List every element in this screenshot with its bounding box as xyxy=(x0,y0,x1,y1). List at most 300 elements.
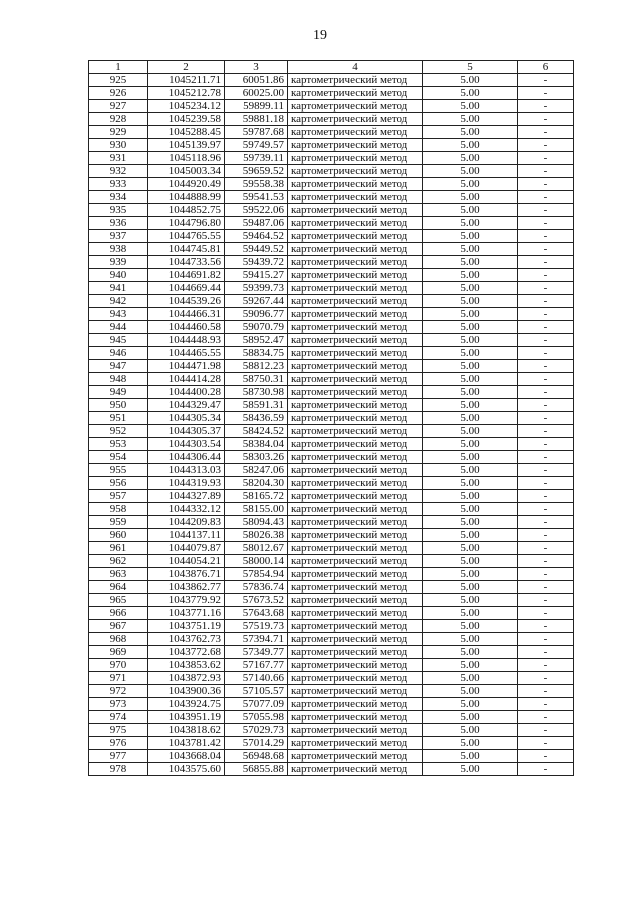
note-cell: - xyxy=(518,698,574,711)
point-number-cell: 944 xyxy=(89,321,148,334)
y-coordinate-cell: 59070.79 xyxy=(225,321,288,334)
accuracy-cell: 5.00 xyxy=(423,529,518,542)
note-cell: - xyxy=(518,373,574,386)
y-coordinate-cell: 58026.38 xyxy=(225,529,288,542)
table-row xyxy=(89,750,574,763)
coordinates-table xyxy=(88,60,574,776)
method-cell: картометрический метод xyxy=(288,581,423,594)
y-coordinate-cell: 59749.57 xyxy=(225,139,288,152)
accuracy-cell: 5.00 xyxy=(423,399,518,412)
note-cell: - xyxy=(518,282,574,295)
point-number-cell: 925 xyxy=(89,74,148,87)
note-cell: - xyxy=(518,607,574,620)
table-row xyxy=(89,87,574,100)
method-cell: картометрический метод xyxy=(288,282,423,295)
y-coordinate-cell: 58424.52 xyxy=(225,425,288,438)
y-coordinate-cell: 57673.52 xyxy=(225,594,288,607)
table-row xyxy=(89,529,574,542)
table-row xyxy=(89,685,574,698)
point-number-cell: 929 xyxy=(89,126,148,139)
note-cell: - xyxy=(518,555,574,568)
x-coordinate-cell: 1043924.75 xyxy=(148,698,225,711)
method-cell: картометрический метод xyxy=(288,256,423,269)
point-number-cell: 933 xyxy=(89,178,148,191)
point-number-cell: 936 xyxy=(89,217,148,230)
column-header-4: 4 xyxy=(288,61,423,74)
point-number-cell: 949 xyxy=(89,386,148,399)
accuracy-cell: 5.00 xyxy=(423,646,518,659)
table-row xyxy=(89,113,574,126)
note-cell: - xyxy=(518,139,574,152)
y-coordinate-cell: 57854.94 xyxy=(225,568,288,581)
method-cell: картометрический метод xyxy=(288,308,423,321)
y-coordinate-cell: 58750.31 xyxy=(225,373,288,386)
table-row xyxy=(89,360,574,373)
accuracy-cell: 5.00 xyxy=(423,477,518,490)
point-number-cell: 977 xyxy=(89,750,148,763)
column-header-2: 2 xyxy=(148,61,225,74)
point-number-cell: 957 xyxy=(89,490,148,503)
x-coordinate-cell: 1044733.56 xyxy=(148,256,225,269)
method-cell: картометрический метод xyxy=(288,100,423,113)
accuracy-cell: 5.00 xyxy=(423,87,518,100)
method-cell: картометрический метод xyxy=(288,217,423,230)
table-row xyxy=(89,594,574,607)
method-cell: картометрический метод xyxy=(288,438,423,451)
note-cell: - xyxy=(518,503,574,516)
note-cell: - xyxy=(518,178,574,191)
note-cell: - xyxy=(518,516,574,529)
method-cell: картометрический метод xyxy=(288,633,423,646)
table-row xyxy=(89,646,574,659)
point-number-cell: 939 xyxy=(89,256,148,269)
note-cell: - xyxy=(518,321,574,334)
method-cell: картометрический метод xyxy=(288,737,423,750)
x-coordinate-cell: 1044332.12 xyxy=(148,503,225,516)
y-coordinate-cell: 58012.67 xyxy=(225,542,288,555)
accuracy-cell: 5.00 xyxy=(423,516,518,529)
method-cell: картометрический метод xyxy=(288,113,423,126)
accuracy-cell: 5.00 xyxy=(423,711,518,724)
point-number-cell: 956 xyxy=(89,477,148,490)
note-cell: - xyxy=(518,464,574,477)
method-cell: картометрический метод xyxy=(288,178,423,191)
table-header-row xyxy=(89,61,574,74)
table-row xyxy=(89,711,574,724)
x-coordinate-cell: 1044669.44 xyxy=(148,282,225,295)
x-coordinate-cell: 1044400.28 xyxy=(148,386,225,399)
point-number-cell: 953 xyxy=(89,438,148,451)
y-coordinate-cell: 58165.72 xyxy=(225,490,288,503)
y-coordinate-cell: 57167.77 xyxy=(225,659,288,672)
note-cell: - xyxy=(518,412,574,425)
y-coordinate-cell: 58204.30 xyxy=(225,477,288,490)
note-cell: - xyxy=(518,659,574,672)
y-coordinate-cell: 58952.47 xyxy=(225,334,288,347)
table-row xyxy=(89,165,574,178)
note-cell: - xyxy=(518,451,574,464)
point-number-cell: 960 xyxy=(89,529,148,542)
table-row xyxy=(89,373,574,386)
y-coordinate-cell: 59487.06 xyxy=(225,217,288,230)
note-cell: - xyxy=(518,256,574,269)
note-cell: - xyxy=(518,581,574,594)
point-number-cell: 975 xyxy=(89,724,148,737)
y-coordinate-cell: 57643.68 xyxy=(225,607,288,620)
x-coordinate-cell: 1044305.34 xyxy=(148,412,225,425)
table-row xyxy=(89,204,574,217)
method-cell: картометрический метод xyxy=(288,386,423,399)
x-coordinate-cell: 1045139.97 xyxy=(148,139,225,152)
point-number-cell: 938 xyxy=(89,243,148,256)
x-coordinate-cell: 1043862.77 xyxy=(148,581,225,594)
table-body xyxy=(89,74,574,776)
note-cell: - xyxy=(518,360,574,373)
method-cell: картометрический метод xyxy=(288,74,423,87)
method-cell: картометрический метод xyxy=(288,646,423,659)
y-coordinate-cell: 57140.66 xyxy=(225,672,288,685)
y-coordinate-cell: 57105.57 xyxy=(225,685,288,698)
accuracy-cell: 5.00 xyxy=(423,581,518,594)
note-cell: - xyxy=(518,113,574,126)
accuracy-cell: 5.00 xyxy=(423,633,518,646)
y-coordinate-cell: 59522.06 xyxy=(225,204,288,217)
table-row xyxy=(89,230,574,243)
y-coordinate-cell: 57836.74 xyxy=(225,581,288,594)
table-row xyxy=(89,568,574,581)
note-cell: - xyxy=(518,191,574,204)
table-row xyxy=(89,74,574,87)
x-coordinate-cell: 1044137.11 xyxy=(148,529,225,542)
note-cell: - xyxy=(518,477,574,490)
x-coordinate-cell: 1044313.03 xyxy=(148,464,225,477)
y-coordinate-cell: 59739.11 xyxy=(225,152,288,165)
accuracy-cell: 5.00 xyxy=(423,126,518,139)
x-coordinate-cell: 1044471.98 xyxy=(148,360,225,373)
note-cell: - xyxy=(518,165,574,178)
table-row xyxy=(89,256,574,269)
y-coordinate-cell: 59267.44 xyxy=(225,295,288,308)
table-row xyxy=(89,321,574,334)
x-coordinate-cell: 1045288.45 xyxy=(148,126,225,139)
accuracy-cell: 5.00 xyxy=(423,100,518,113)
point-number-cell: 932 xyxy=(89,165,148,178)
y-coordinate-cell: 58730.98 xyxy=(225,386,288,399)
x-coordinate-cell: 1044852.75 xyxy=(148,204,225,217)
note-cell: - xyxy=(518,152,574,165)
method-cell: картометрический метод xyxy=(288,412,423,425)
accuracy-cell: 5.00 xyxy=(423,412,518,425)
x-coordinate-cell: 1043751.19 xyxy=(148,620,225,633)
accuracy-cell: 5.00 xyxy=(423,204,518,217)
method-cell: картометрический метод xyxy=(288,139,423,152)
table-row xyxy=(89,126,574,139)
table-row xyxy=(89,100,574,113)
table-row xyxy=(89,464,574,477)
note-cell: - xyxy=(518,295,574,308)
x-coordinate-cell: 1044796.80 xyxy=(148,217,225,230)
table-row xyxy=(89,217,574,230)
accuracy-cell: 5.00 xyxy=(423,308,518,321)
point-number-cell: 958 xyxy=(89,503,148,516)
point-number-cell: 978 xyxy=(89,763,148,776)
method-cell: картометрический метод xyxy=(288,594,423,607)
y-coordinate-cell: 58094.43 xyxy=(225,516,288,529)
point-number-cell: 937 xyxy=(89,230,148,243)
table-row xyxy=(89,477,574,490)
y-coordinate-cell: 56855.88 xyxy=(225,763,288,776)
x-coordinate-cell: 1044327.89 xyxy=(148,490,225,503)
accuracy-cell: 5.00 xyxy=(423,542,518,555)
point-number-cell: 934 xyxy=(89,191,148,204)
accuracy-cell: 5.00 xyxy=(423,191,518,204)
y-coordinate-cell: 60025.00 xyxy=(225,87,288,100)
x-coordinate-cell: 1044329.47 xyxy=(148,399,225,412)
method-cell: картометрический метод xyxy=(288,711,423,724)
table-row xyxy=(89,191,574,204)
note-cell: - xyxy=(518,269,574,282)
accuracy-cell: 5.00 xyxy=(423,464,518,477)
point-number-cell: 942 xyxy=(89,295,148,308)
point-number-cell: 959 xyxy=(89,516,148,529)
x-coordinate-cell: 1044539.26 xyxy=(148,295,225,308)
accuracy-cell: 5.00 xyxy=(423,490,518,503)
table-row xyxy=(89,581,574,594)
point-number-cell: 969 xyxy=(89,646,148,659)
note-cell: - xyxy=(518,204,574,217)
point-number-cell: 962 xyxy=(89,555,148,568)
accuracy-cell: 5.00 xyxy=(423,178,518,191)
y-coordinate-cell: 59558.38 xyxy=(225,178,288,191)
point-number-cell: 964 xyxy=(89,581,148,594)
y-coordinate-cell: 59899.11 xyxy=(225,100,288,113)
point-number-cell: 951 xyxy=(89,412,148,425)
accuracy-cell: 5.00 xyxy=(423,763,518,776)
y-coordinate-cell: 57055.98 xyxy=(225,711,288,724)
x-coordinate-cell: 1043779.92 xyxy=(148,594,225,607)
accuracy-cell: 5.00 xyxy=(423,243,518,256)
y-coordinate-cell: 58812.23 xyxy=(225,360,288,373)
x-coordinate-cell: 1044305.37 xyxy=(148,425,225,438)
note-cell: - xyxy=(518,438,574,451)
note-cell: - xyxy=(518,685,574,698)
method-cell: картометрический метод xyxy=(288,698,423,711)
table-row xyxy=(89,386,574,399)
x-coordinate-cell: 1043818.62 xyxy=(148,724,225,737)
method-cell: картометрический метод xyxy=(288,516,423,529)
x-coordinate-cell: 1043781.42 xyxy=(148,737,225,750)
note-cell: - xyxy=(518,217,574,230)
x-coordinate-cell: 1043876.71 xyxy=(148,568,225,581)
x-coordinate-cell: 1045118.96 xyxy=(148,152,225,165)
x-coordinate-cell: 1043772.68 xyxy=(148,646,225,659)
table-row xyxy=(89,724,574,737)
point-number-cell: 972 xyxy=(89,685,148,698)
y-coordinate-cell: 60051.86 xyxy=(225,74,288,87)
note-cell: - xyxy=(518,126,574,139)
x-coordinate-cell: 1043872.93 xyxy=(148,672,225,685)
accuracy-cell: 5.00 xyxy=(423,750,518,763)
table-row xyxy=(89,516,574,529)
point-number-cell: 968 xyxy=(89,633,148,646)
note-cell: - xyxy=(518,633,574,646)
accuracy-cell: 5.00 xyxy=(423,282,518,295)
accuracy-cell: 5.00 xyxy=(423,451,518,464)
note-cell: - xyxy=(518,74,574,87)
x-coordinate-cell: 1044460.58 xyxy=(148,321,225,334)
y-coordinate-cell: 59415.27 xyxy=(225,269,288,282)
y-coordinate-cell: 56948.68 xyxy=(225,750,288,763)
x-coordinate-cell: 1043668.04 xyxy=(148,750,225,763)
note-cell: - xyxy=(518,594,574,607)
note-cell: - xyxy=(518,243,574,256)
point-number-cell: 966 xyxy=(89,607,148,620)
method-cell: картометрический метод xyxy=(288,204,423,217)
table-row xyxy=(89,737,574,750)
accuracy-cell: 5.00 xyxy=(423,698,518,711)
x-coordinate-cell: 1044745.81 xyxy=(148,243,225,256)
table-row xyxy=(89,347,574,360)
point-number-cell: 954 xyxy=(89,451,148,464)
point-number-cell: 948 xyxy=(89,373,148,386)
table-row xyxy=(89,633,574,646)
point-number-cell: 971 xyxy=(89,672,148,685)
point-number-cell: 928 xyxy=(89,113,148,126)
note-cell: - xyxy=(518,87,574,100)
accuracy-cell: 5.00 xyxy=(423,425,518,438)
accuracy-cell: 5.00 xyxy=(423,217,518,230)
x-coordinate-cell: 1045003.34 xyxy=(148,165,225,178)
column-header-6: 6 xyxy=(518,61,574,74)
method-cell: картометрический метод xyxy=(288,165,423,178)
accuracy-cell: 5.00 xyxy=(423,724,518,737)
column-header-3: 3 xyxy=(225,61,288,74)
x-coordinate-cell: 1044465.55 xyxy=(148,347,225,360)
method-cell: картометрический метод xyxy=(288,607,423,620)
table-row xyxy=(89,139,574,152)
table-row xyxy=(89,243,574,256)
note-cell: - xyxy=(518,386,574,399)
note-cell: - xyxy=(518,672,574,685)
note-cell: - xyxy=(518,568,574,581)
accuracy-cell: 5.00 xyxy=(423,321,518,334)
table-row xyxy=(89,308,574,321)
accuracy-cell: 5.00 xyxy=(423,438,518,451)
x-coordinate-cell: 1044319.93 xyxy=(148,477,225,490)
x-coordinate-cell: 1043900.36 xyxy=(148,685,225,698)
method-cell: картометрический метод xyxy=(288,490,423,503)
point-number-cell: 961 xyxy=(89,542,148,555)
y-coordinate-cell: 57349.77 xyxy=(225,646,288,659)
accuracy-cell: 5.00 xyxy=(423,230,518,243)
note-cell: - xyxy=(518,763,574,776)
note-cell: - xyxy=(518,100,574,113)
note-cell: - xyxy=(518,737,574,750)
point-number-cell: 947 xyxy=(89,360,148,373)
point-number-cell: 976 xyxy=(89,737,148,750)
note-cell: - xyxy=(518,490,574,503)
column-header-1: 1 xyxy=(89,61,148,74)
accuracy-cell: 5.00 xyxy=(423,607,518,620)
method-cell: картометрический метод xyxy=(288,685,423,698)
note-cell: - xyxy=(518,334,574,347)
method-cell: картометрический метод xyxy=(288,763,423,776)
point-number-cell: 946 xyxy=(89,347,148,360)
page-number: 19 xyxy=(313,28,327,43)
method-cell: картометрический метод xyxy=(288,243,423,256)
accuracy-cell: 5.00 xyxy=(423,113,518,126)
table-row xyxy=(89,607,574,620)
point-number-cell: 927 xyxy=(89,100,148,113)
point-number-cell: 967 xyxy=(89,620,148,633)
accuracy-cell: 5.00 xyxy=(423,152,518,165)
method-cell: картометрический метод xyxy=(288,269,423,282)
table-row xyxy=(89,698,574,711)
method-cell: картометрический метод xyxy=(288,620,423,633)
point-number-cell: 940 xyxy=(89,269,148,282)
point-number-cell: 965 xyxy=(89,594,148,607)
y-coordinate-cell: 58000.14 xyxy=(225,555,288,568)
method-cell: картометрический метод xyxy=(288,126,423,139)
method-cell: картометрический метод xyxy=(288,347,423,360)
method-cell: картометрический метод xyxy=(288,555,423,568)
table-row xyxy=(89,295,574,308)
table-row xyxy=(89,659,574,672)
method-cell: картометрический метод xyxy=(288,295,423,308)
y-coordinate-cell: 57519.73 xyxy=(225,620,288,633)
point-number-cell: 952 xyxy=(89,425,148,438)
table-row xyxy=(89,763,574,776)
y-coordinate-cell: 57029.73 xyxy=(225,724,288,737)
accuracy-cell: 5.00 xyxy=(423,256,518,269)
method-cell: картометрический метод xyxy=(288,399,423,412)
method-cell: картометрический метод xyxy=(288,230,423,243)
note-cell: - xyxy=(518,308,574,321)
y-coordinate-cell: 59787.68 xyxy=(225,126,288,139)
method-cell: картометрический метод xyxy=(288,503,423,516)
table-row xyxy=(89,178,574,191)
x-coordinate-cell: 1044920.49 xyxy=(148,178,225,191)
point-number-cell: 930 xyxy=(89,139,148,152)
y-coordinate-cell: 57077.09 xyxy=(225,698,288,711)
point-number-cell: 974 xyxy=(89,711,148,724)
x-coordinate-cell: 1045212.78 xyxy=(148,87,225,100)
x-coordinate-cell: 1043951.19 xyxy=(148,711,225,724)
x-coordinate-cell: 1044414.28 xyxy=(148,373,225,386)
note-cell: - xyxy=(518,529,574,542)
x-coordinate-cell: 1043762.73 xyxy=(148,633,225,646)
y-coordinate-cell: 59449.52 xyxy=(225,243,288,256)
point-number-cell: 943 xyxy=(89,308,148,321)
y-coordinate-cell: 58436.59 xyxy=(225,412,288,425)
accuracy-cell: 5.00 xyxy=(423,139,518,152)
method-cell: картометрический метод xyxy=(288,152,423,165)
method-cell: картометрический метод xyxy=(288,568,423,581)
note-cell: - xyxy=(518,347,574,360)
method-cell: картометрический метод xyxy=(288,360,423,373)
method-cell: картометрический метод xyxy=(288,451,423,464)
accuracy-cell: 5.00 xyxy=(423,334,518,347)
y-coordinate-cell: 58384.04 xyxy=(225,438,288,451)
point-number-cell: 950 xyxy=(89,399,148,412)
table-row xyxy=(89,399,574,412)
accuracy-cell: 5.00 xyxy=(423,74,518,87)
method-cell: картометрический метод xyxy=(288,425,423,438)
accuracy-cell: 5.00 xyxy=(423,672,518,685)
x-coordinate-cell: 1044448.93 xyxy=(148,334,225,347)
accuracy-cell: 5.00 xyxy=(423,737,518,750)
point-number-cell: 926 xyxy=(89,87,148,100)
